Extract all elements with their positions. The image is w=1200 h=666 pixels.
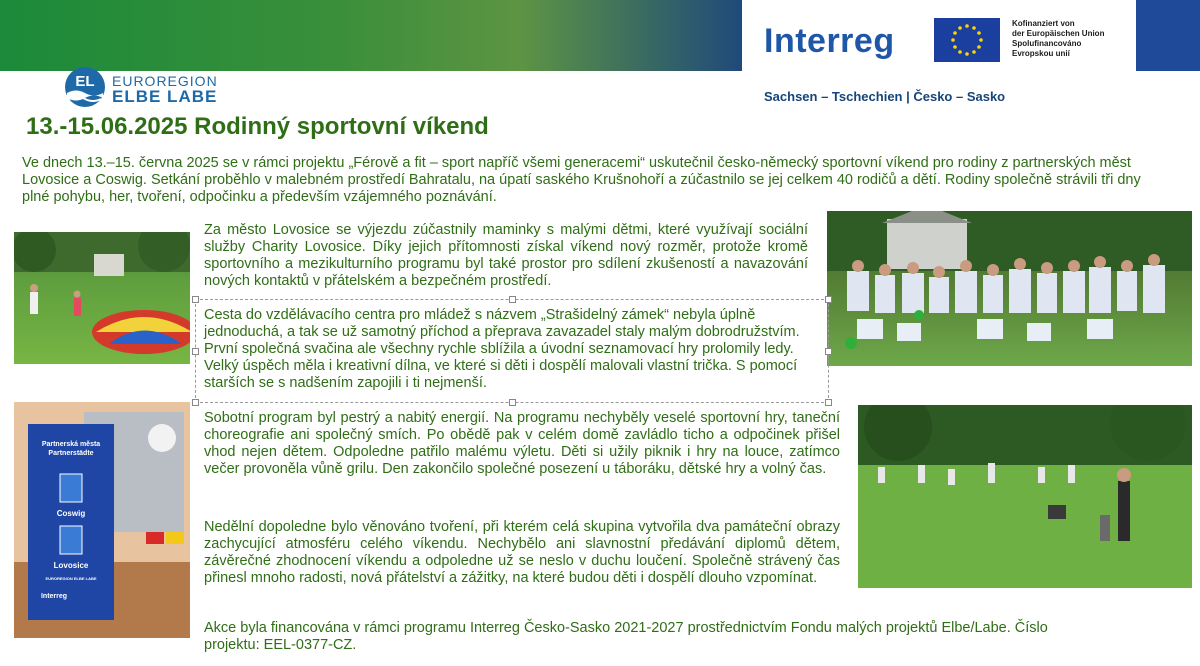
eu-stars-icon [934,18,1000,62]
banner-city-coswig: Coswig [56,509,86,518]
resize-handle[interactable] [825,348,832,355]
paragraph-funding: Akce byla financována v rámci programu Interreg Česko-Sasko 2021-2027 prostřednictvím Fondu malých projektů Elbe/Labe. Číslo projektu: EEL-0377-CZ. [204,620,1048,653]
euroregion-line1: EUROREGION [112,73,218,89]
resize-handle[interactable] [509,296,516,303]
resize-handle[interactable] [192,296,199,303]
interreg-logo: Interreg [764,22,895,60]
interreg-logo-box [742,0,1136,71]
resize-handle[interactable] [509,399,516,406]
banner-city-lovosice: Lovosice [53,561,89,570]
banner-interreg-footer: Interreg [40,593,68,600]
banner-title-2: Partnerstädte [48,450,94,457]
banner-euroregion-footer: EUROREGION ELBE LABE [45,576,97,581]
region-label: Sachsen – Tschechien | Česko – Sasko [764,89,1006,104]
article-title: 13.-15.06.2025 Rodinný sportovní víkend [26,113,489,140]
resize-handle[interactable] [192,348,199,355]
photo-partner-cities-banner [14,402,190,638]
banner-title-1: Partnerská města [41,441,101,448]
header-green-band [0,0,742,71]
paragraph-journey[interactable]: Cesta do vzdělávacího centra pro mládež s názvem „Strašidelný zámek“ nebyla úplně jednoduchá, a tak se už samotný příchod a přeprava zavazadel staly malým dobrodružstvím. První společná svačina ale všechny rychle sblížila a úvodní seznamovací hry prolomily ledy. Velký úspěch měla i kreativní dílna, ve které si děti i dospělí malovali vlastní trička. S pomocí starších se s nadšením zapojili i ti nejmenší. [204,307,800,391]
intro-paragraph: Ve dnech 13.–15. června 2025 se v rámci projektu „Férově a fit – sport napříč všemi generacemi“ uskutečnil česko-německý sportovní víkend pro rodiny z partnerských měst Lovosice a Coswig. Setkání proběhlo v malebném prostředí Bahratalu, na úpatí saského Krušnohoří a zúčastnilo se jej celkem 40 rodičů a dětí. Rodiny společně strávili tři dny plné pohybu, her, tvoření, odpočinku a především vzájemného poznávání. [22,155,1141,205]
photo-playground-parachute [14,232,190,364]
euroregion-logo [64,66,108,113]
paragraph-saturday: Sobotní program byl pestrý a nabitý energií. Na programu nechyběly veselé sportovní hry, taneční choreografie ani společný smích. Po obědě pak v celém domě zavládlo ticho a odpočinek přišel vhod nejen dětem. Odpoledne patřilo malému výletu. Děti si užily piknik i hry na louce, zatímco večer provoněla vůně grilu. Den zakončilo společné posezení u táboráku, dětské hry a volný čas. [204,410,840,477]
resize-handle[interactable] [192,399,199,406]
euroregion-badge-icon [64,66,108,108]
eu-cofinancing-text: Kofinanziert von der Europäischen Union Spolufinancováno Evropskou unií [1012,19,1105,58]
eu-flag-icon [934,18,1000,62]
photo-group [827,211,1192,366]
paragraph-lovosice-moms: Za město Lovosice se výjezdu zúčastnily maminky s malými dětmi, které využívají sociální služby Charity Lovosice. Díky jejich přítomnosti získal víkend nový rozměr, protože kromě sportovního a mezikulturního programu byl také prostor pro sdílení zkušeností a navazování nových kontaktů v přátelském a bezpečném prostředí. [204,222,808,289]
paragraph-sunday: Nedělní dopoledne bylo věnováno tvoření, při kterém celá skupina vytvořila dva památeční obrazy zachycující atmosféru celého víkendu. Nechybělo ani slavnostní předávání diplomů dětem, závěrečné zhodnocení víkendu a odpoledne už se neslo v duchu loučení. Společně strávený čas přinesl mnoho radosti, nová přátelství a zážitky, na které budou děti i dospělí dlouho vzpomínat. [204,519,840,586]
resize-handle[interactable] [825,399,832,406]
header-blue-strip [1136,0,1200,71]
euroregion-line2: ELBE LABE [112,87,218,106]
photo-meadow-games [858,405,1192,588]
euroregion-badge-text: EL [75,73,95,90]
resize-handle[interactable] [825,296,832,303]
